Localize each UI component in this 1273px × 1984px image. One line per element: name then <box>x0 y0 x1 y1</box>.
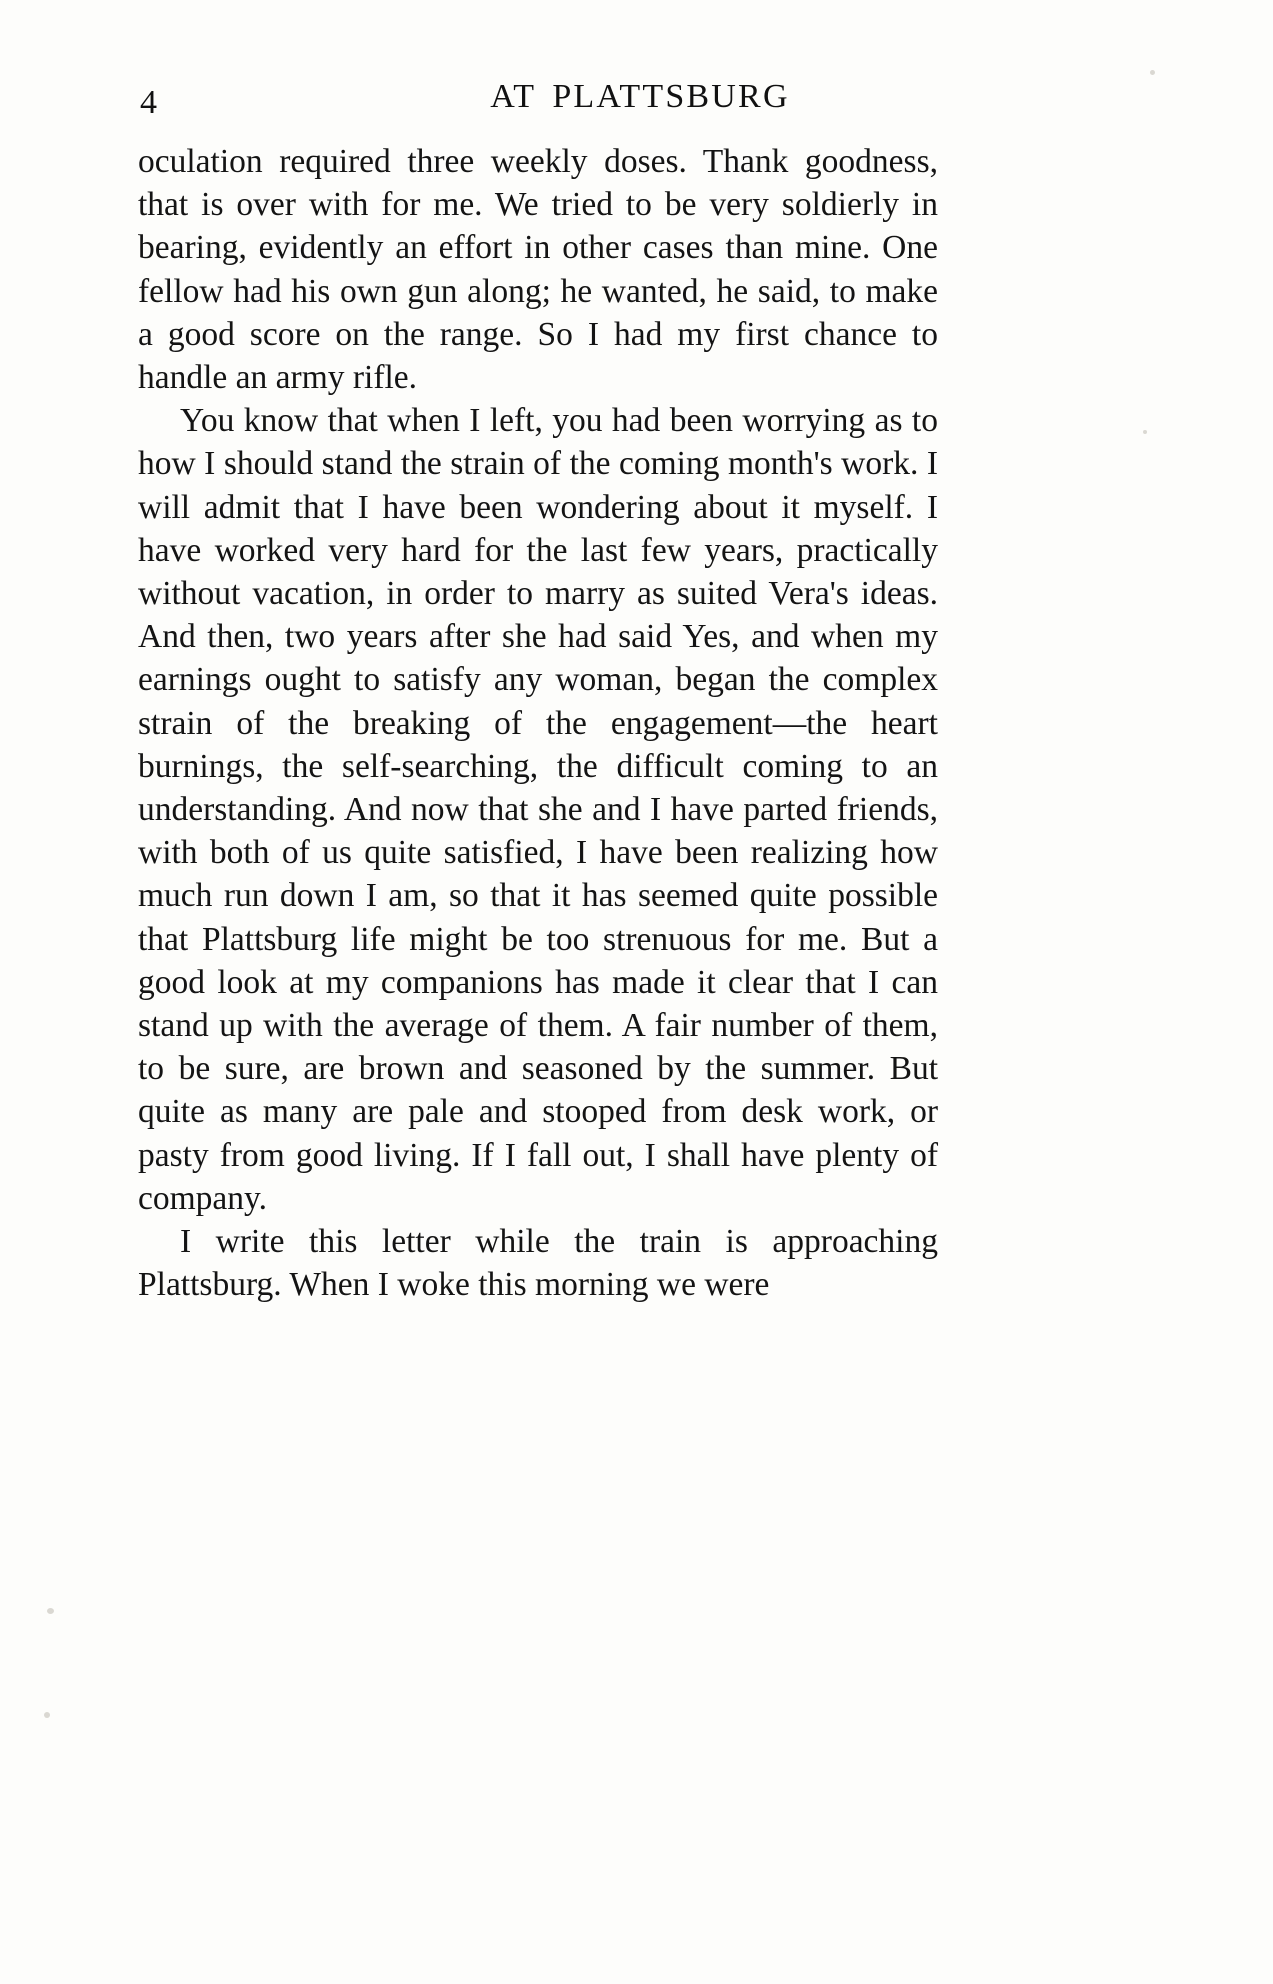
paragraph: You know that when I left, you had been worrying as to how I should stand the strain of the coming month's work. I will admit that I have been wondering about it myself. I have worked very hard for the last few years, practically without vacation, in order to marry as suited Vera's ideas. And then, two years after she had said Yes, and when my earnings ought to satisfy any woman, began the complex strain of the breaking of the engagement—the heart burnings, the self-searching, the difficult coming to an understanding. And now that she and I have parted friends, with both of us quite satisfied, I have been realizing how much run down I am, so that it has seemed quite possible that Plattsburg life might be too strenuous for me. But a good look at my companions has made it clear that I can stand up with the average of them. A fair number of them, to be sure, are brown and seasoned by the summer. But quite as many are pale and stooped from desk work, or pasty from good living. If I fall out, I shall have plenty of company. <box>138 402 938 1217</box>
paragraph: I write this letter while the train is approaching Plattsburg. When I woke this morning we were <box>138 1223 938 1304</box>
paragraph: oculation required three weekly doses. Thank goodness, that is over with for me. We tried to be very soldierly in bearing, evidently an effort in other cases than mine. One fellow had his own gun along; he wanted, he said, to make a good score on the range. So I had my first chance to handle an army rifle. <box>138 143 938 397</box>
page-header <box>140 78 1140 124</box>
running-head: AT PLATTSBURG <box>490 78 790 115</box>
scan-speck <box>44 1712 50 1718</box>
scan-speck <box>47 1608 54 1614</box>
scan-speck <box>1150 70 1155 75</box>
scan-speck <box>1143 430 1147 434</box>
page-number: 4 <box>140 84 158 121</box>
page-body <box>138 140 938 1306</box>
